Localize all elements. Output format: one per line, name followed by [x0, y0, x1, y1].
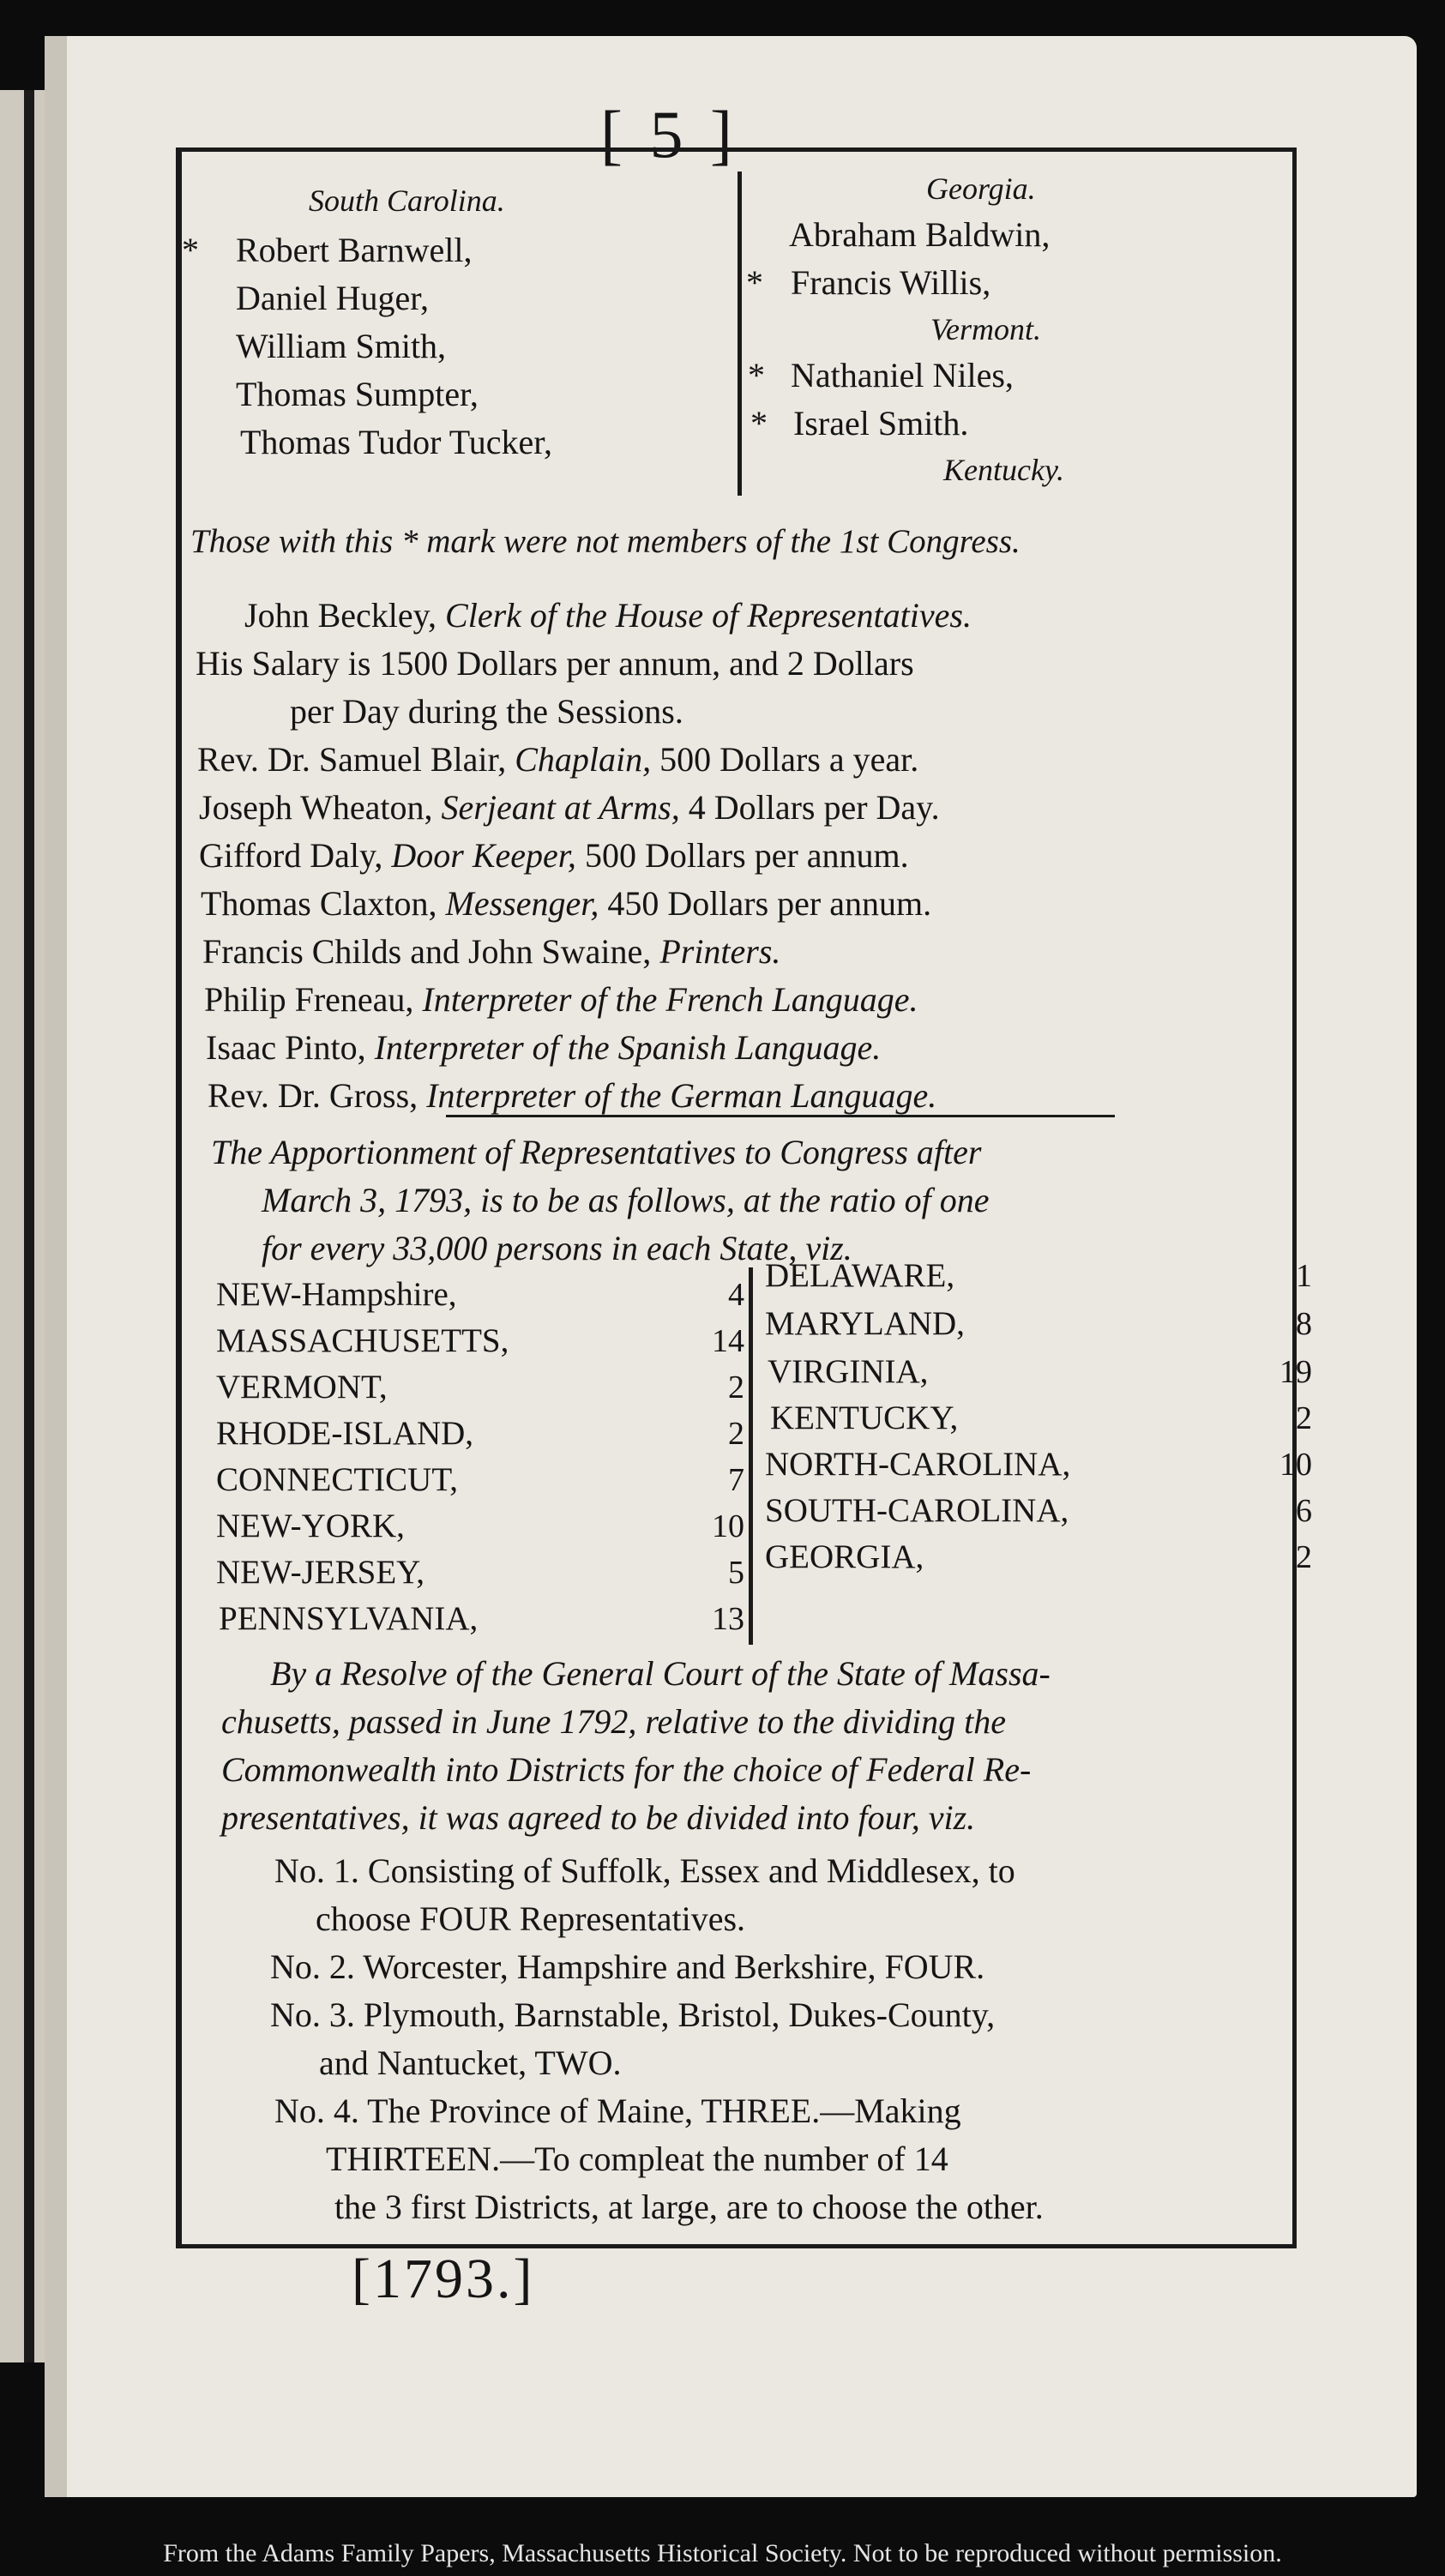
officer-name: Joseph Wheaton, [199, 788, 433, 827]
state-count: 4 [728, 1277, 744, 1313]
state-name: MARYLAND, [765, 1305, 965, 1342]
member-name: Thomas Tudor Tucker, [240, 423, 553, 461]
state-count: 6 [1296, 1493, 1312, 1529]
officer-name: Francis Childs and John Swaine, [202, 932, 652, 971]
district-line: No. 4. The Province of Maine, THREE.—Making [274, 2091, 961, 2130]
state-name: RHODE-ISLAND, [216, 1415, 474, 1452]
member-name: Nathaniel Niles, [791, 356, 1014, 394]
resolve-text: presentatives, it was agreed to be divided into four, viz. [221, 1798, 976, 1837]
state-name: KENTUCKY, [770, 1399, 959, 1436]
officer-pay: 4 Dollars per Day. [688, 788, 940, 827]
resolve-text: Commonwealth into Districts for the choice of Federal Re- [221, 1750, 1032, 1789]
district-line: THIRTEEN.—To compleat the number of 14 [326, 2140, 948, 2178]
officer-line [206, 1027, 881, 1068]
state-count: 5 [728, 1555, 744, 1591]
apportionment-intro: March 3, 1793, is to be as follows, at the ratio of one [262, 1181, 990, 1219]
officer-line [204, 979, 918, 1020]
state-name: VERMONT, [216, 1369, 388, 1405]
officer-pay: 500 Dollars a year. [659, 740, 919, 779]
officer-title: Serjeant at Arms, [441, 788, 680, 827]
state-column-divider [749, 1267, 753, 1645]
district-line: and Nantucket, TWO. [319, 2043, 622, 2082]
state-count: 13 [712, 1601, 744, 1637]
officer-name: John Beckley, [244, 596, 437, 635]
officer-name: Rev. Dr. Gross, [208, 1076, 418, 1115]
officer-name: Philip Freneau, [204, 980, 414, 1019]
column-divider [738, 172, 742, 496]
member-name: Thomas Sumpter, [236, 375, 479, 413]
officer-name: Thomas Claxton, [201, 884, 437, 923]
officer-title: Chaplain, [515, 740, 652, 779]
left-page-rule [24, 90, 34, 2362]
georgia-heading: Georgia. [926, 172, 1036, 206]
district-line: No. 2. Worcester, Hampshire and Berkshire, FOUR. [270, 1947, 985, 1986]
officer-title: Door Keeper, [391, 836, 576, 875]
resolve-text: By a Resolve of the General Court of the State of Massa- [270, 1654, 1051, 1693]
officer-line [199, 835, 909, 876]
state-count: 10 [1279, 1447, 1312, 1483]
state-name: NEW-YORK, [216, 1508, 405, 1544]
state-name: VIRGINIA, [768, 1353, 929, 1390]
state-count: 10 [712, 1508, 744, 1544]
kentucky-heading: Kentucky. [943, 453, 1064, 487]
officer-pay: 450 Dollars per annum. [607, 884, 932, 923]
salary-line: per Day during the Sessions. [290, 692, 683, 731]
officer-pay: 500 Dollars per annum. [584, 836, 909, 875]
member-name: Israel Smith. [793, 404, 969, 442]
apportionment-intro: The Apportionment of Representatives to Congress after [211, 1133, 982, 1171]
officer-line [199, 787, 940, 828]
officer-name: Isaac Pinto, [206, 1028, 366, 1067]
state-count: 8 [1296, 1306, 1312, 1342]
mark-3: * [748, 356, 765, 394]
officer-title: Interpreter of the German Language. [426, 1076, 937, 1115]
state-name: DELAWARE, [765, 1257, 955, 1294]
officer-title: Messenger, [445, 884, 599, 923]
officer-name: Gifford Daly, [199, 836, 383, 875]
district-line: the 3 first Districts, at large, are to choose the other. [334, 2188, 1044, 2226]
asterisk-note: Those with this * mark were not members of the 1st Congress. [190, 523, 1021, 560]
state-count: 2 [728, 1416, 744, 1452]
state-count: 2 [1296, 1539, 1312, 1575]
resolve-text: chusetts, passed in June 1792, relative to the dividing the [221, 1702, 1006, 1741]
state-count: 2 [728, 1369, 744, 1405]
officer-title: Interpreter of the Spanish Language. [374, 1028, 882, 1067]
mark-1: * [182, 231, 199, 269]
state-count: 1 [1296, 1258, 1312, 1294]
member-name: Francis Willis, [791, 263, 991, 302]
apportionment-intro: for every 33,000 persons in each State, viz. [262, 1229, 852, 1267]
officer-line [208, 1075, 936, 1116]
state-name: PENNSYLVANIA, [219, 1600, 479, 1637]
vermont-heading: Vermont. [930, 312, 1041, 346]
member-name: Abraham Baldwin, [789, 215, 1051, 254]
state-count: 2 [1296, 1400, 1312, 1436]
state-count: 7 [728, 1462, 744, 1498]
state-name: SOUTH-CAROLINA, [765, 1492, 1069, 1529]
state-name: GEORGIA, [765, 1538, 924, 1575]
officer-title: Interpreter of the French Language. [422, 980, 918, 1019]
member-name: William Smith, [236, 327, 447, 365]
state-name: NORTH-CAROLINA, [765, 1446, 1071, 1483]
officer-title: Printers. [659, 932, 781, 971]
officer-name: Rev. Dr. Samuel Blair, [197, 740, 507, 779]
officer-title: Clerk of the House of Representatives. [445, 596, 972, 635]
footer-credit: From the Adams Family Papers, Massachusetts Historical Society. Not to be reproduced without permission. [163, 2539, 1282, 2567]
state-name: MASSACHUSETTS, [216, 1322, 509, 1359]
mark-2: * [746, 263, 763, 302]
state-name: CONNECTICUT, [216, 1461, 459, 1498]
state-count: 19 [1279, 1354, 1312, 1390]
salary-line: His Salary is 1500 Dollars per annum, and 2 Dollars [196, 644, 914, 683]
section-rule [446, 1115, 1115, 1117]
page-number: [ 5 ] [600, 97, 738, 172]
district-line: No. 1. Consisting of Suffolk, Essex and Middlesex, to [274, 1851, 1015, 1890]
officer-line [244, 595, 972, 636]
officer-line [201, 883, 931, 924]
page-gutter [45, 36, 67, 2497]
south-carolina-heading: South Carolina. [309, 184, 505, 218]
district-line: choose FOUR Representatives. [316, 1899, 746, 1938]
member-name: Robert Barnwell, [236, 231, 473, 269]
state-name: NEW-Hampshire, [216, 1276, 457, 1313]
state-count: 14 [712, 1323, 744, 1359]
member-name: Daniel Huger, [236, 279, 429, 317]
year-stamp: [1793.] [352, 2248, 535, 2310]
officer-line [197, 739, 918, 780]
mark-4: * [750, 404, 768, 442]
district-line: No. 3. Plymouth, Barnstable, Bristol, Dukes-County, [270, 1995, 996, 2034]
state-name: NEW-JERSEY, [216, 1554, 425, 1591]
officer-line [202, 931, 780, 972]
